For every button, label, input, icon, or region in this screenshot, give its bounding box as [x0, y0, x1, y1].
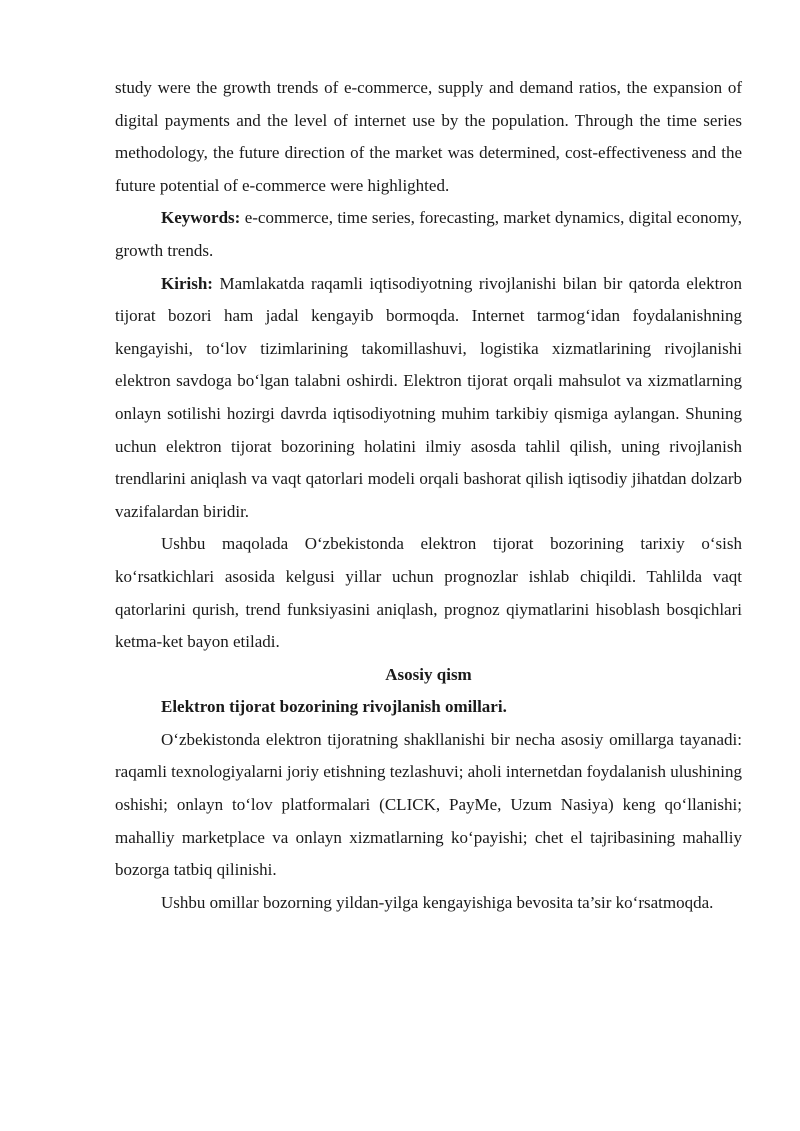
factors-paragraph: O‘zbekistonda elektron tijoratning shakllanishi bir necha asosiy omillarga tayanadi: raqamli texnologiyalarni joriy etishning tezlashuvi; aholi internetdan foydalanish ulushining oshishi; onlayn to‘lov platformalari (CLICK, PayMe, Uzum Nasiya) keng qo‘llanishi; mahalliy marketplace va onlayn xizmatlarning ko‘payishi; chet el tajribasining mahalliy bozorga tatbiq qilinishi.	[115, 729, 742, 880]
section-heading: Asosiy qism	[385, 664, 472, 684]
introduction-label: Kirish:	[161, 273, 213, 293]
introduction-paragraph	[115, 268, 742, 529]
keywords-label: Keywords:	[161, 208, 241, 228]
article-purpose-paragraph: Ushbu maqolada O‘zbekistonda elektron tijorat bozorining tarixiy o‘sish ko‘rsatkichlari asosida kelgusi yillar uchun prognozlar ishlab chiqildi. Tahlilda vaqt qatorlarini qurish, trend funksiyasini aniqlash, prognoz qiymatlarini hisoblash bosqichlari ketma-ket bayon etiladi.	[115, 534, 742, 652]
abstract-continuation: study were the growth trends of e-commerce, supply and demand ratios, the expansion of digital payments and the level of internet use by the population. Through the time series methodology, the future direction of the market was determined, cost-effectiveness and the future potential of e-commerce were highlighted.	[115, 78, 742, 195]
keywords-paragraph	[115, 202, 742, 267]
introduction-text: Mamlakatda raqamli iqtisodiyotning rivojlanishi bilan bir qatorda elektron tijorat bozori ham jadal kengayib bormoqda. Internet tarmog‘idan foydalanishning kengayishi, to‘lov tizimlarining takomillashuvi, logistika xizmatlarining rivojlanishi elektron savdoga bo‘lgan talabni oshirdi. Elektron tijorat orqali mahsulot va xizmatlarning onlayn sotilishi hozirgi davrda iqtisodiyotning muhim tarkibiy qismiga aylangan. Shuning uchun elektron tijorat bozorining holatini ilmiy asosda tahlil qilish, uning rivojlanish trendlarini aniqlash va vaqt qatorlari modeli orqali bashorat qilish iqtisodiy jihatdan dolzarb vazifalardan biridir.	[115, 273, 742, 521]
final-paragraph: Ushbu omillar bozorning yildan-yilga kengayishiga bevosita ta’sir ko‘rsatmoqda.	[161, 892, 714, 912]
keywords-text: e-commerce, time series, forecasting, market dynamics, digital economy, growth trends.	[115, 208, 742, 260]
document-body	[115, 72, 742, 919]
subsection-heading: Elektron tijorat bozorining rivojlanish omillari.	[161, 697, 507, 717]
